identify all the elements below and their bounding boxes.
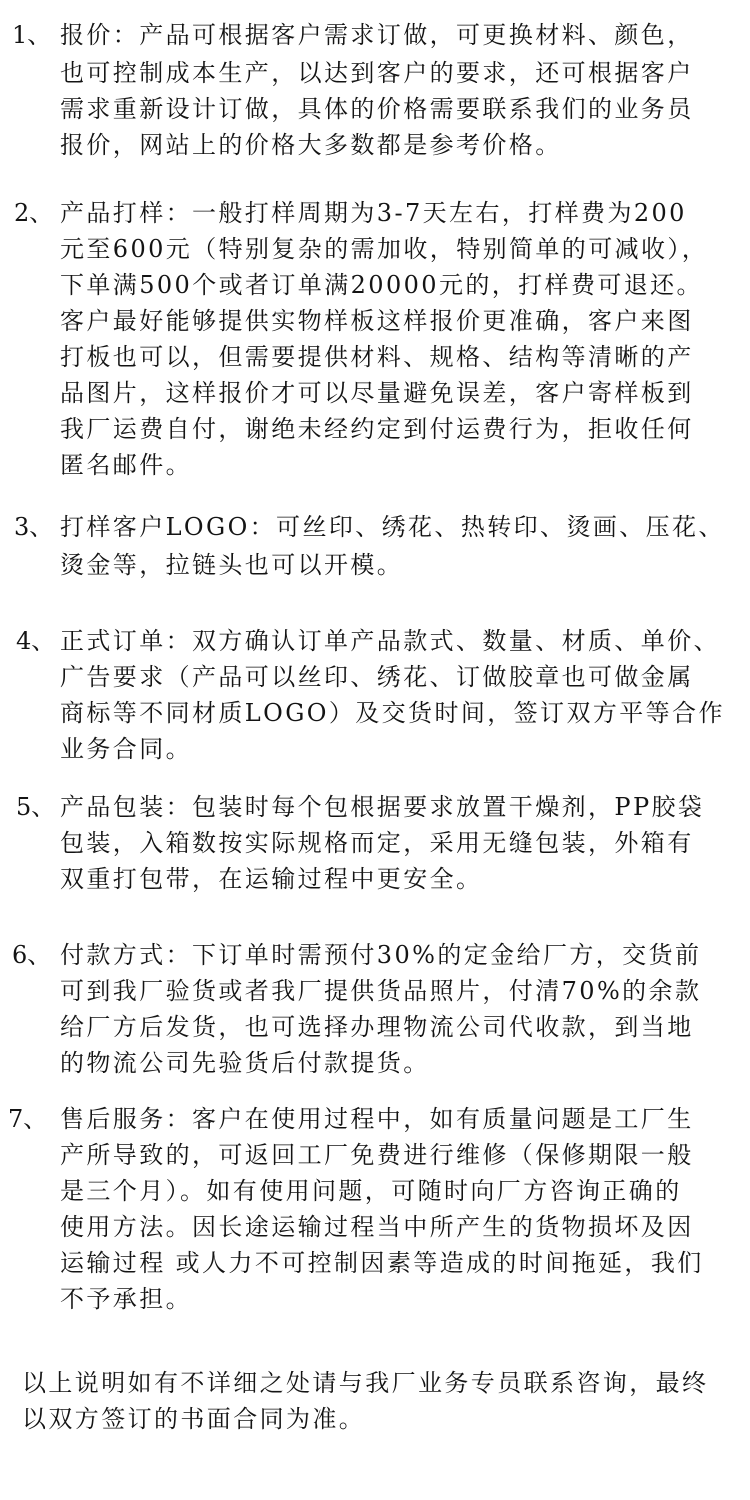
- section-1-line-2: 也可控制成本生产，以达到客户的要求，还可根据客户: [60, 59, 694, 87]
- section-3-line-2: 烫金等，拉链头也可以开模。: [60, 551, 404, 579]
- section-1-line-4: 报价，网站上的价格大多数都是参考价格。: [60, 131, 562, 159]
- section-5-line-3: 双重打包带，在运输过程中更安全。: [60, 865, 483, 893]
- section-6-line-2: 可到我厂验货或者我厂提供货品照片，付清70%的余款: [60, 977, 702, 1005]
- section-1-line-3: 需求重新设计订做，具体的价格需要联系我们的业务员: [60, 95, 694, 123]
- section-2-line-1: 产品打样：一般打样周期为3-7天左右，打样费为200: [60, 199, 687, 227]
- section-7-line-2: 产所导致的，可返回工厂免费进行维修（保修期限一般: [60, 1141, 694, 1169]
- section-2-line-2: 元至600元（特别复杂的需加收，特别简单的可减收），: [60, 235, 709, 263]
- section-1-line-1: 报价：产品可根据客户需求订做，可更换材料、颜色，: [60, 21, 694, 49]
- section-4-line-2: 广告要求（产品可以丝印、绣花、订做胶章也可做金属: [60, 663, 694, 691]
- section-4-line-4: 业务合同。: [60, 735, 192, 763]
- section-7-line-6: 不予承担。: [60, 1285, 192, 1313]
- section-5-line-2: 包装，入箱数按实际规格而定，采用无缝包装，外箱有: [60, 829, 694, 857]
- section-2-line-6: 品图片，这样报价才可以尽量避免误差，客户寄样板到: [60, 379, 694, 407]
- section-2-line-4: 客户最好能够提供实物样板这样报价更准确，客户来图: [60, 307, 694, 335]
- section-7-line-5: 运输过程 或人力不可控制因素等造成的时间拖延，我们: [60, 1249, 704, 1277]
- footer-line-2: 以双方签订的书面合同为准。: [22, 1405, 366, 1433]
- section-3-line-1: 打样客户LOGO：可丝印、绣花、热转印、烫画、压花、: [60, 513, 725, 541]
- section-2-line-5: 打板也可以，但需要提供材料、规格、结构等清晰的产: [60, 343, 694, 371]
- section-7-line-4: 使用方法。因长途运输过程当中所产生的货物损坏及因: [60, 1213, 694, 1241]
- section-4-line-3: 商标等不同材质LOGO）及交货时间，签订双方平等合作: [60, 699, 725, 727]
- section-6-line-4: 的物流公司先验货后付款提货。: [60, 1049, 430, 1077]
- section-4-number: 4、: [16, 627, 56, 655]
- section-7-line-3: 是三个月）。如有使用问题，可随时向厂方咨询正确的: [60, 1177, 682, 1205]
- section-1-number: 1、: [12, 21, 52, 49]
- section-2-line-7: 我厂运费自付，谢绝未经约定到付运费行为，拒收任何: [60, 415, 694, 443]
- section-6-number: 6、: [12, 941, 52, 969]
- section-7-line-1: 售后服务：客户在使用过程中，如有质量问题是工厂生: [60, 1105, 694, 1133]
- section-5-line-1: 产品包装：包装时每个包根据要求放置干燥剂，PP胶袋: [60, 793, 705, 821]
- section-4-line-1: 正式订单：双方确认订单产品款式、数量、材质、单价、: [60, 627, 720, 655]
- footer-line-1: 以上说明如有不详细之处请与我厂业务专员联系咨询，最终: [22, 1369, 709, 1397]
- section-6-line-3: 给厂方后发货，也可选择办理物流公司代收款，到当地: [60, 1013, 694, 1041]
- section-3-number: 3、: [14, 513, 54, 541]
- section-2-line-3: 下单满500个或者订单满20000元的，打样费可退还。: [60, 271, 703, 299]
- section-7-number: 7、: [8, 1105, 48, 1133]
- section-2-number: 2、: [14, 199, 54, 227]
- section-6-line-1: 付款方式：下订单时需预付30%的定金给厂方，交货前: [60, 941, 702, 969]
- section-2-line-8: 匿名邮件。: [60, 451, 192, 479]
- section-5-number: 5、: [16, 793, 56, 821]
